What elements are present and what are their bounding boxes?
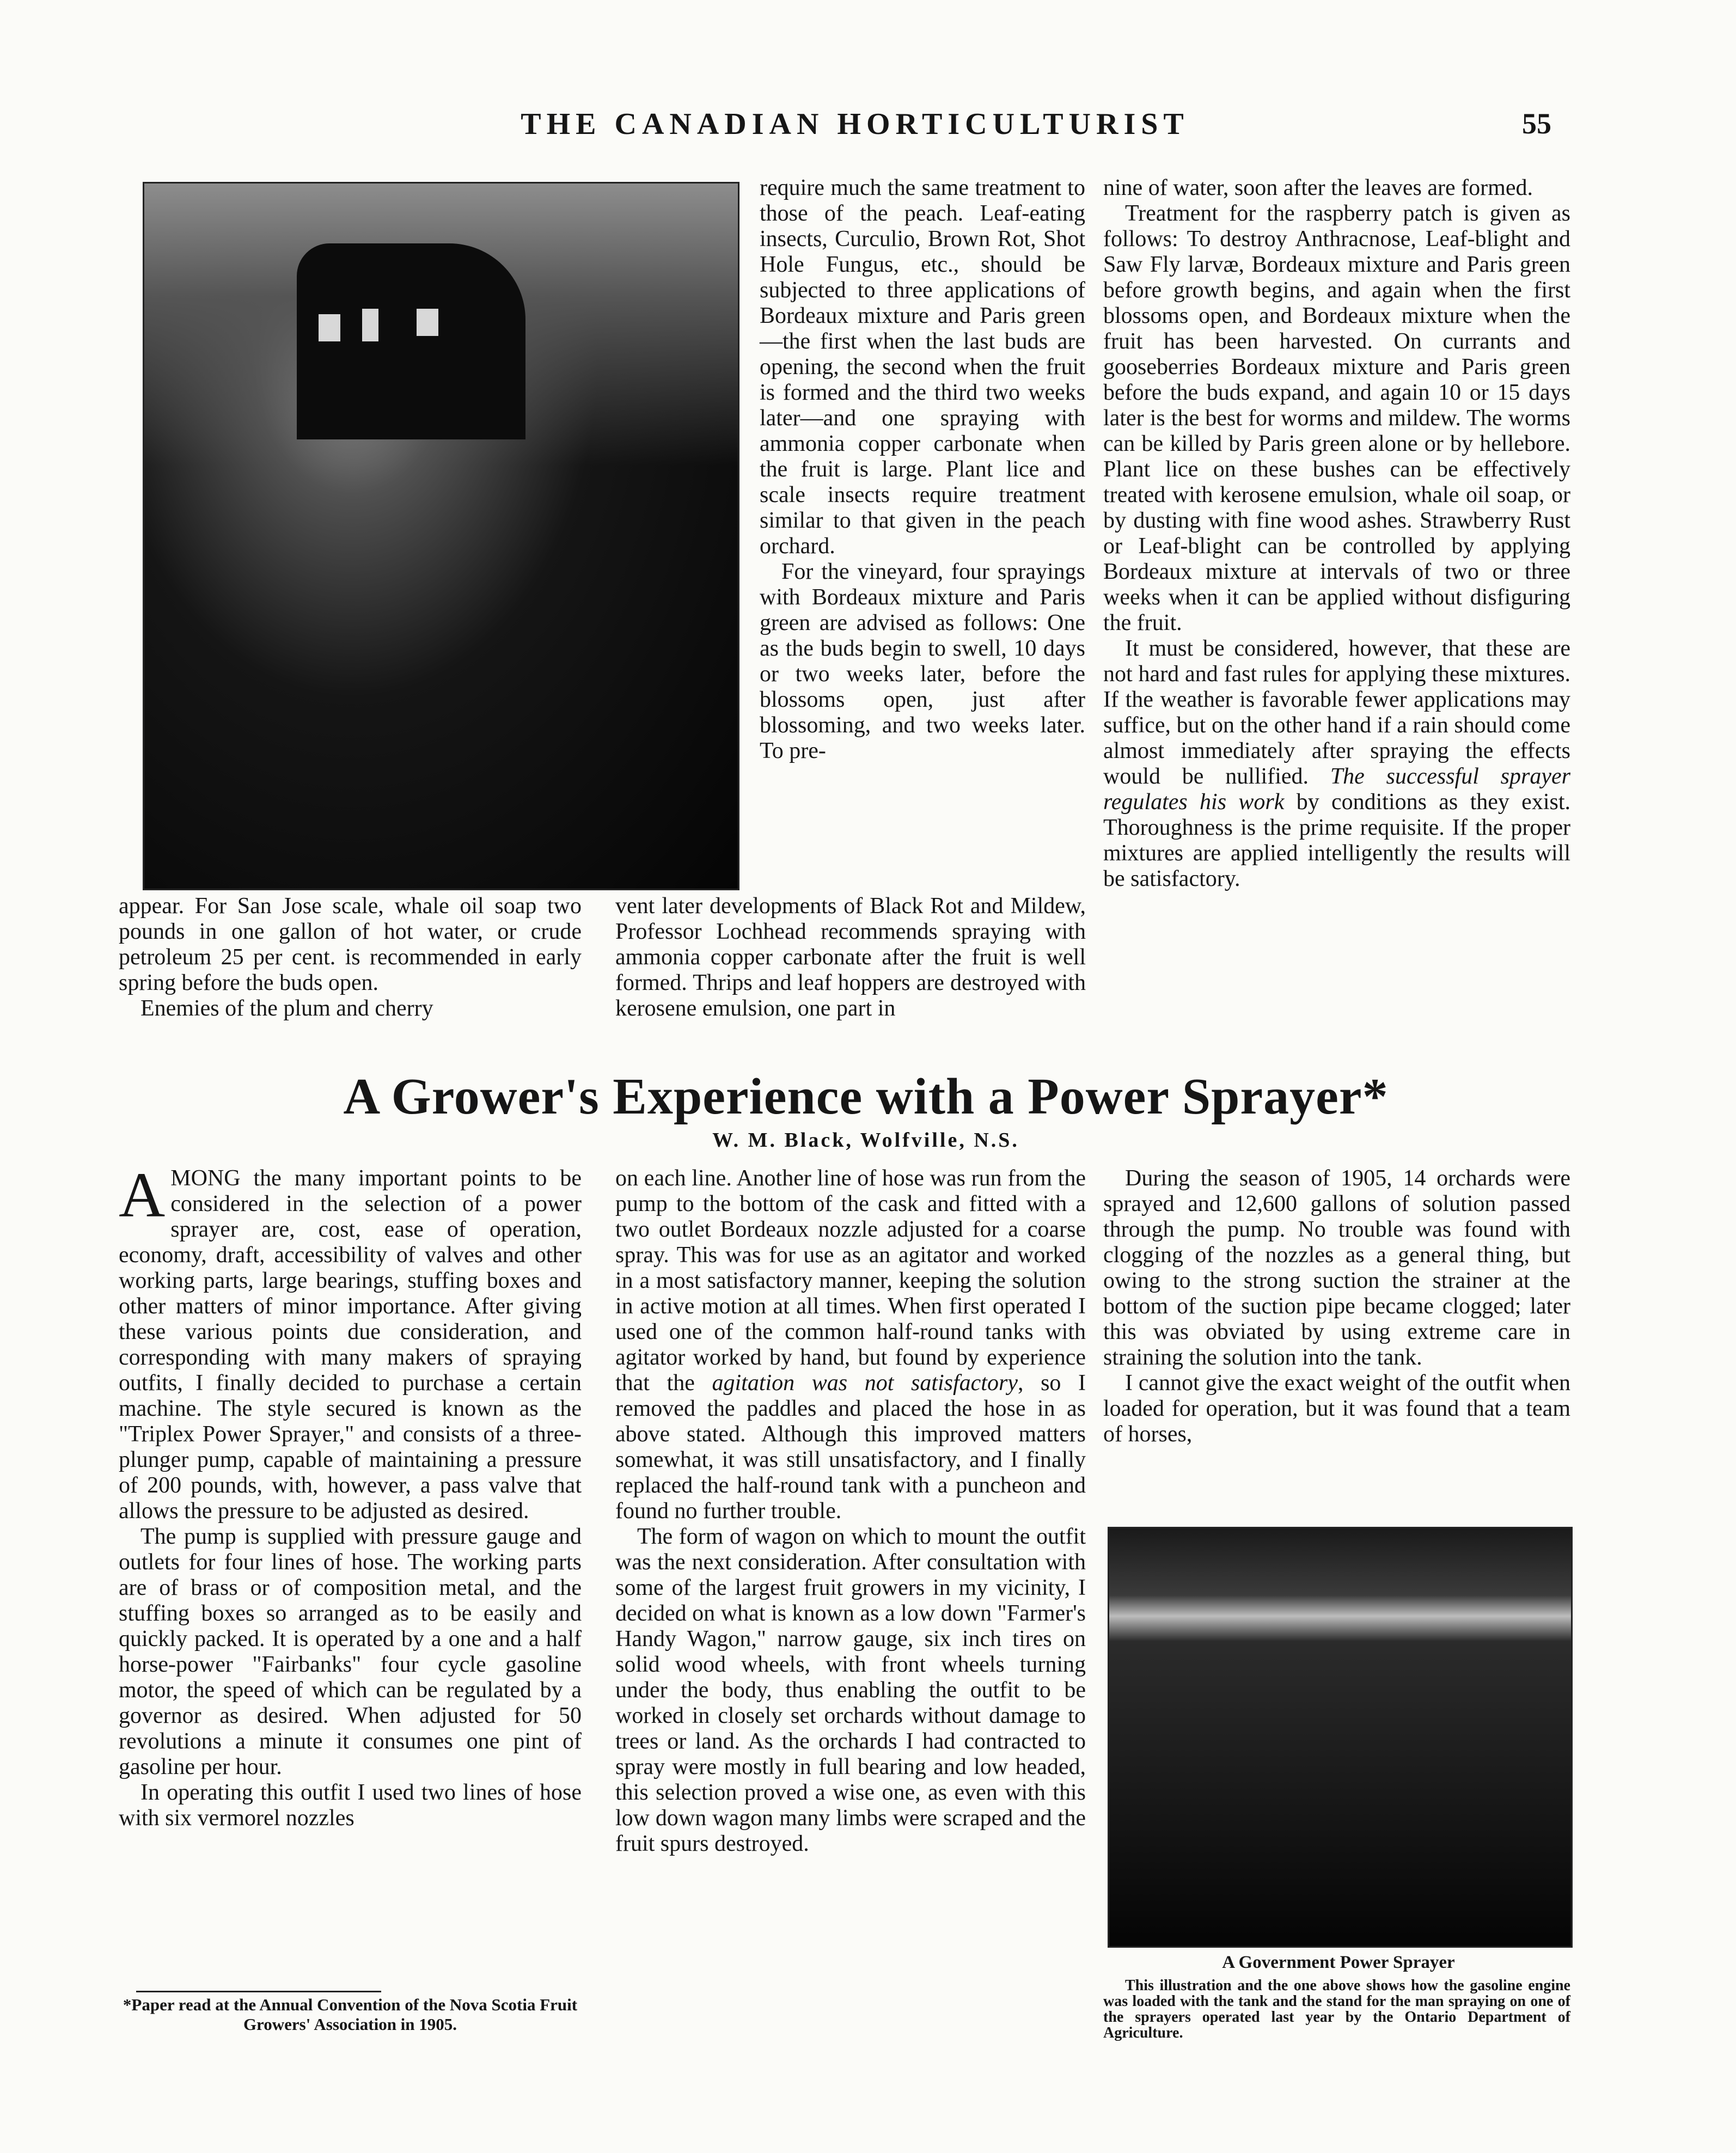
paragraph: nine of water, soon after the leaves are formed. xyxy=(1103,175,1533,200)
caption-text: This illustration and the one above shows how the gasoline engine was loaded with the tank and the stand for the man spraying on one of the sprayers operated last year by the Ontario Department of Agriculture. xyxy=(1103,1977,1570,2041)
paragraph-text: MONG the many important points to be considered in the selection of a power sprayer are, cost, ease of operation, economy, draft, accessibility of valves and other working parts, large bearings, stuffing boxes and other matters of minor importance. After giving these various points due consideration, and corresponding with many makers of spraying outfits, I finally decided to purchase a certain machine. The style secured is known as the "Triplex Power Sprayer," and consists of a three-plunger pump, capable of maintaining a pressure of 200 pounds, with, however, a pass valve that allows the pressure to be adjusted as desired. xyxy=(119,1166,582,1524)
paragraph-text: by conditions as they exist. Thoroughness is the prime requisite. If the proper mixtures are applied intelligently the results will be satisfactory. xyxy=(1103,790,1571,891)
footnote: *Paper read at the Annual Convention of the Nova Scotia Fruit Growers' Association in 1905. xyxy=(123,1995,578,2034)
article-byline: W. M. Black, Wolfville, N.S. xyxy=(712,1129,1019,1152)
paragraph: During the season of 1905, 14 orchards were sprayed and 12,600 gallons of solution passed through the pump. No trouble was found with clogging of the nozzles as a general thing, but owing to the strong suction the strainer at the bottom of the suction pipe became clogged; later this was obviated by using extreme care in straining the solution into the tank. xyxy=(1103,1166,1570,1370)
paragraph: vent later developments of Black Rot and Mildew, Professor Lochhead recommends spraying with ammonia copper carbonate after the fruit is well formed. Thrips and leaf hoppers are destroyed with kerosene emulsion, one part in xyxy=(615,894,1086,1021)
italic-text: The successful sprayer regulates his work xyxy=(1103,764,1570,815)
paragraph xyxy=(615,1166,1086,1524)
running-head: THE CANADIAN HORTICULTURIST xyxy=(521,107,1189,141)
italic-text: agitation was not satisfactory xyxy=(712,1371,1018,1396)
power-sprayer-photo xyxy=(1108,1527,1573,1948)
figure-caption-text xyxy=(1103,1978,1570,2041)
paragraph: I cannot give the exact weight of the outfit when loaded for operation, but it was found that a team of horses, xyxy=(1103,1371,1570,1447)
article-title: A Grower's Experience with a Power Sprayer* xyxy=(343,1068,1389,1125)
footnote-rule xyxy=(136,1991,381,1992)
paragraph xyxy=(119,1159,582,1524)
paragraph xyxy=(1103,636,1570,892)
paragraph: Enemies of the plum and cherry xyxy=(140,996,433,1021)
top-photo xyxy=(143,182,739,890)
top-column-1 xyxy=(119,894,582,1022)
top-column-2-continued xyxy=(615,894,1086,1022)
paragraph: Treatment for the raspberry patch is given as follows: To destroy Anthracnose, Leaf-blight and Saw Fly larvæ, Bordeaux mixture and Paris green before growth begins, and again when the first blossoms open, and Bordeaux mixture when the fruit has been harvested. On currants and gooseberries Bordeaux mixture and Paris green before the buds expand, and again 10 or 15 days later is the best for worms and mildew. The worms can be killed by Paris green alone or by hellebore. Plant lice on these bushes can be effectively treated with kerosene emulsion, whale oil soap, or by dusting with fine wood ashes. Strawberry Rust or Leaf-blight can be controlled by applying Bordeaux mixture at intervals of two or three weeks when it can be applied without disfiguring the fruit. xyxy=(1103,201,1570,635)
paragraph-text: , so I removed the paddles and placed the hose in as above stated. Although this improved matters somewhat, it was still unsatisfactory, and I finally replaced the half-round tank with a puncheon and found no further trouble. xyxy=(615,1371,1086,1524)
top-column-3 xyxy=(1103,175,1570,892)
article-column-3 xyxy=(1103,1166,1570,1447)
top-column-2 xyxy=(760,175,1085,764)
paragraph-text: It must be considered, however, that these are not hard and fast rules for applying these mixtures. If the weather is favorable fewer applications may suffice, but on the other hand if a rain should come almost immediately after spraying the effects would be nullified. xyxy=(1103,636,1570,789)
paragraph: The form of wagon on which to mount the outfit was the next consideration. After consultation with some of the largest fruit growers in my vicinity, I decided on what is known as a low down "Farmer's Handy Wagon," narrow gauge, six inch tires on solid wood wheels, with front wheels turning under the body, thus enabling the outfit to be worked in closely set orchards without damage to trees or land. As the orchards I had contracted to spray were mostly in full bearing and low headed, this selection proved a wise one, as even with this low down wagon many limbs were scraped and the fruit spurs destroyed. xyxy=(615,1524,1086,1856)
article-column-2 xyxy=(615,1166,1086,1857)
paragraph: require much the same treatment to those of the peach. Leaf-eating insects, Curculio, Brown Rot, Shot Hole Fungus, etc., should be subjected to three applications of Bordeaux mixture and Paris green—the first when the last buds are opening, the second when the fruit is formed and the third two weeks later—and one spraying with ammonia copper carbonate when the fruit is large. Plant lice and scale insects require treatment similar to that given in the peach orchard. xyxy=(760,175,1085,559)
article-column-1 xyxy=(119,1159,582,1831)
page-number: 55 xyxy=(1522,107,1551,140)
paragraph: In operating this outfit I used two lines of hose with six vermorel nozzles xyxy=(119,1780,582,1831)
figure-caption-title: A Government Power Sprayer xyxy=(1222,1953,1455,1972)
paragraph: appear. For San Jose scale, whale oil soap two pounds in one gallon of hot water, or crude petroleum 25 per cent. is recommended in early spring before the buds open. xyxy=(119,894,582,995)
drop-cap: A xyxy=(119,1159,166,1231)
paragraph: The pump is supplied with pressure gauge and outlets for four lines of hose. The working parts are of brass or of composition metal, and the stuffing boxes so arranged as to be easily and quickly packed. It is operated by a one and a half horse-power "Fairbanks" four cycle gasoline motor, the speed of which can be regulated by a governor as desired. When adjusted for 50 revolutions a minute it consumes one pint of gasoline per hour. xyxy=(119,1524,582,1779)
paragraph-text: on each line. Another line of hose was run from the pump to the bottom of the cask and fitted with a two outlet Bordeaux nozzle adjusted for a coarse spray. This was for use as an agitator and worked in a most satisfactory manner, keeping the solution in active motion at all times. When first operated I used one of the common half-round tanks with agitator worked by hand, but found by experience that the xyxy=(615,1166,1086,1396)
paragraph: For the vineyard, four sprayings with Bordeaux mixture and Paris green are advised as follows: One as the buds begin to swell, 10 days or two weeks later, before the blossoms open, just after blossoming, and two weeks later. To pre- xyxy=(760,559,1085,763)
